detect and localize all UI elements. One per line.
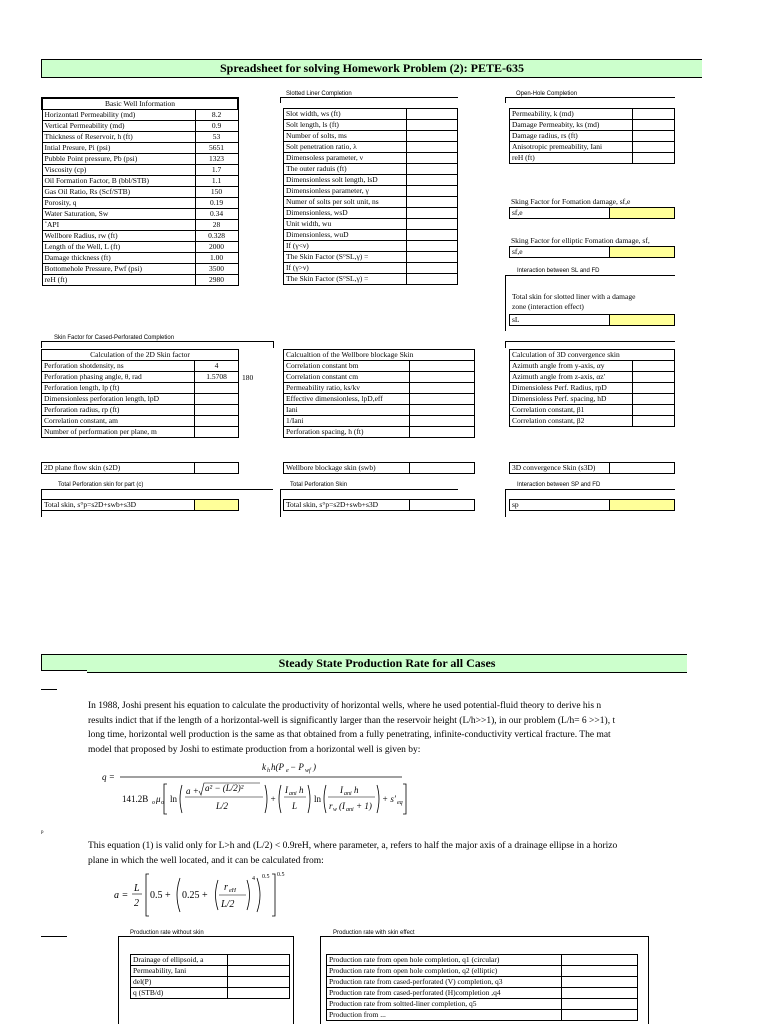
basic-well-row: Intial Presure, Pi (psi) 5651 — [42, 143, 238, 154]
svg-text:I: I — [285, 785, 288, 795]
conv3d-row: Azimuth angle from z-axis, αz' — [510, 372, 675, 383]
svg-text:a +: a + — [186, 786, 199, 796]
svg-text:0.5: 0.5 — [262, 874, 270, 880]
conv3d-row: Dimensioless Perf. spacing, hD — [510, 394, 675, 405]
svg-text:L/2: L/2 — [221, 899, 235, 910]
svg-text:4: 4 — [252, 876, 255, 882]
slotted-row: The outer raduis (ft) — [284, 164, 458, 175]
wellbore-title: Calcualtion of the Wellbore blockage Skin — [284, 350, 475, 361]
svg-text:ln: ln — [170, 794, 178, 804]
wellbore-row: Permeability ratio, ks/kv — [284, 383, 475, 394]
paragraph-1: In 1988, Joshi present his equation to calculate the productivity of horizontal wells, where he used potential-fluid theory to derive his n results indict that if the length of a horizontal-well is significantly larger than the reservoir height (L/h>>1), in our problem (L/h= 6 >>1), t long time, horizontal well production is the same as that obtained from a fully penetrating, infinite-conductivity vertical fracture. The mat model that proposed by Joshi to estimate production from a horizontal well is given by: — [88, 701, 616, 755]
slotted-row: Dimensoless parameter, ν — [284, 153, 458, 164]
svg-text:w: w — [333, 807, 338, 813]
basic-well-row: Pubble Point pressure, Pb (psi) 1323 — [42, 154, 238, 165]
steady-bar — [87, 654, 687, 673]
svg-text:a² − (L/2)²: a² − (L/2)² — [205, 783, 244, 793]
cased-row: Correlation constant, am — [42, 416, 239, 427]
svg-text:r: r — [224, 882, 228, 893]
basic-well-row: Vertical Permeability (md) 0.9 — [42, 121, 238, 132]
interaction-sl-fd-caption: Interaction between SL and FD — [517, 268, 600, 274]
basic-well-row: Thickness of Reservoir, h (ft) 53 — [42, 132, 238, 143]
prod-skin-row: Production rate from soltted-liner completion, q5 — [327, 999, 638, 1010]
wellbore-row: Iani — [284, 405, 475, 416]
total-skin-c-row: Total skin, s°p=s2D+swb+s3D — [41, 499, 239, 511]
basic-well-row: Gas Oil Ratio, Rs (Scf/STB) 150 — [42, 187, 238, 198]
svg-text:o: o — [161, 800, 164, 806]
skin-damage-label: Sking Factor for Fomation damage, sf,e — [511, 197, 631, 206]
basic-well-row: ˚API 28 — [42, 220, 238, 231]
total-perf-c-caption: Total Perforation skin for part (c) — [58, 482, 144, 488]
page-title: Spreadsheet for solving Homework Problem (2): PETE-635 — [220, 61, 524, 75]
cased-table — [41, 349, 239, 438]
prod-no-skin-row: q (STB/d) — [131, 988, 290, 999]
slotted-row: If (γ>ν) — [284, 263, 458, 274]
skin-elliptic-row: sf,e — [509, 246, 675, 258]
openhole-row: Permeability, k (md) — [510, 109, 675, 120]
cased-caption: Skin Factor for Cased-Perforated Completion — [54, 335, 175, 341]
wellbore-row: Perforation spacing, h (ft) — [284, 427, 475, 438]
slotted-row: Dimensionless, wuD — [284, 230, 458, 241]
basic-well-title: Basic Well Information — [42, 98, 238, 110]
prod-skin-row: Production from ... — [327, 1010, 638, 1021]
total-skin-sp-row: sp — [509, 499, 675, 511]
slotted-row: The Skin Factor (S°SL,γ) = — [284, 274, 458, 285]
svg-text:0.5 +: 0.5 + — [150, 890, 171, 901]
prod-skin-table — [326, 954, 638, 1021]
wellbore-row: Correlation constant cm — [284, 372, 475, 383]
svg-text:L: L — [292, 801, 298, 811]
interaction-sp-fd-caption: Interaction between SP and FD — [517, 482, 601, 488]
slotted-caption: Slotted Liner Completion — [286, 91, 352, 97]
prod-no-skin-table — [130, 954, 290, 999]
wellbore-row: Correlation constant bm — [284, 361, 475, 372]
wellbore-row: Effective dimensionless, lpD,eff — [284, 394, 475, 405]
slotted-row: Number of solts, ms — [284, 131, 458, 142]
basic-well-row: Porosity, q 0.19 — [42, 198, 238, 209]
skin-elliptic-label: Sking Factor for elliptic Fomation damage, sf, — [511, 236, 650, 245]
total-skin-sl-label-1: Total skin for slotted liner with a damage — [512, 292, 636, 301]
wellbore-skin-row: Wellbore blockage skin (swb) — [283, 462, 475, 474]
svg-text:q =: q = — [102, 772, 115, 782]
slotted-row: Dimensionless, wsD — [284, 208, 458, 219]
svg-text:2: 2 — [134, 898, 139, 909]
basic-well-row: Horizontatl Permeability (md) 8.2 — [42, 110, 238, 121]
conv3d-title: Calculation of 3D convergence skin — [510, 350, 675, 361]
basic-well-table — [41, 97, 239, 286]
cased-row: Perforation phasing angle, θ, rad 1.5708 — [42, 372, 239, 383]
svg-text:L: L — [134, 883, 140, 894]
prod-no-skin-caption: Production rate without skin — [130, 930, 204, 936]
cased-row: Number of performation per plane, m — [42, 427, 239, 438]
slotted-row: Dimensionless parameter, γ — [284, 186, 458, 197]
total-skin-row: Total skin, s°p=s2D+swb+s3D — [283, 499, 475, 511]
cased-title: Calculation of the 2D Skin factor — [42, 350, 239, 361]
svg-text:e: e — [286, 768, 289, 774]
basic-well-row: Bottomehole Pressure, Pwf (psi) 3500 — [42, 264, 238, 275]
prod-no-skin-row: Drainage of ellipsoid, a — [131, 955, 290, 966]
slotted-row: Dimensionless solt length, lsD — [284, 175, 458, 186]
basic-well-row: Water Saturation, Sw 0.34 — [42, 209, 238, 220]
svg-text:): ) — [313, 762, 316, 772]
svg-text:0.5: 0.5 — [277, 872, 285, 878]
header-bar — [41, 59, 702, 78]
basic-well-row: Viscosity (cp) 1.7 — [42, 165, 238, 176]
svg-text:h: h — [267, 768, 270, 774]
svg-text:+ s′: + s′ — [382, 794, 396, 804]
svg-text:ani: ani — [289, 791, 297, 797]
openhole-table — [509, 108, 675, 164]
svg-text:μ: μ — [156, 794, 161, 804]
slotted-row: Solt length, ls (ft) — [284, 120, 458, 131]
basic-well-row: Length of the Well, L (ft) 2000 — [42, 242, 238, 253]
svg-text:0.25 +: 0.25 + — [182, 890, 208, 901]
conv3d-row: Correlation constant, β2 — [510, 416, 675, 427]
prod-skin-row: Production rate from cased-perforated (V) completion, q3 — [327, 977, 638, 988]
conv3d-skin-row: 3D convergence Skin (s3D) — [509, 462, 675, 474]
joshi-equation — [100, 758, 410, 816]
slotted-row: Slot width, ws (ft) — [284, 109, 458, 120]
svg-text:eq: eq — [397, 800, 403, 806]
cased-row: Perforation radius, rp (ft) — [42, 405, 239, 416]
svg-text:ani: ani — [344, 791, 352, 797]
slotted-row: If (γ<ν) — [284, 241, 458, 252]
plane-skin-row: 2D plane flow skin (s2D) — [41, 462, 239, 474]
prod-no-skin-row: del(P) — [131, 977, 290, 988]
wellbore-row: 1/Iani — [284, 416, 475, 427]
wellbore-table — [283, 349, 475, 438]
slotted-row: Numer of solts per solt unit, ns — [284, 197, 458, 208]
svg-text:− P: − P — [290, 762, 304, 772]
slotted-row: The Skin Factor (S°SL,γ) = — [284, 252, 458, 263]
svg-text:141.2B: 141.2B — [122, 794, 149, 804]
slotted-row: Unit width, wu — [284, 219, 458, 230]
conv3d-table — [509, 349, 675, 427]
total-perf-caption: Total Perforation Skin — [290, 482, 348, 488]
prod-skin-row: Production rate from cased-perforated (H)completion ,q4 — [327, 988, 638, 999]
svg-text:a =: a = — [114, 890, 129, 901]
svg-text:r: r — [329, 801, 333, 811]
svg-text:L/2: L/2 — [216, 801, 229, 811]
svg-text:ln: ln — [314, 794, 322, 804]
svg-text:(I: (I — [339, 801, 345, 811]
side-mark: p — [41, 830, 44, 835]
steady-left-box — [41, 654, 88, 671]
phasing-degrees: 180 — [242, 373, 254, 382]
svg-text:o: o — [152, 800, 155, 806]
skin-damage-row: sf,e — [509, 207, 675, 219]
slotted-table — [283, 108, 458, 285]
openhole-row: Damage Permeabity, ks (md) — [510, 120, 675, 131]
steady-title: Steady State Production Rate for all Cases — [278, 656, 496, 670]
svg-text:I: I — [340, 785, 343, 795]
cased-row: Perforation shotdensity, ns 4 — [42, 361, 239, 372]
prod-no-skin-row: Permeability, Iani — [131, 966, 290, 977]
conv3d-row: Dimensioless Perf. Radius, rpD — [510, 383, 675, 394]
svg-text:k: k — [262, 762, 266, 772]
svg-text:ani: ani — [346, 807, 354, 813]
svg-text:eH: eH — [229, 888, 236, 894]
total-skin-sl-label-2: zone (interaction effect) — [512, 302, 584, 311]
basic-well-row: reH (ft) 2980 — [42, 275, 238, 286]
basic-well-row: Wellbore Radius, rw (ft) 0.328 — [42, 231, 238, 242]
svg-text:h: h — [354, 785, 359, 795]
conv3d-row: Azimuth angle from y-axis, αy — [510, 361, 675, 372]
basic-well-row: Damage thickness (ft) 1.00 — [42, 253, 238, 264]
svg-text:wf: wf — [305, 768, 311, 774]
svg-text:+: + — [270, 794, 277, 804]
prod-skin-row: Production rate from open hole completion, q1 (circular) — [327, 955, 638, 966]
prod-skin-caption: Production rate with skin effect — [333, 930, 415, 936]
prod-skin-row: Production rate from open hole completion, q2 (elliptic) — [327, 966, 638, 977]
cased-row: Perforation length, lp (ft) — [42, 383, 239, 394]
conv3d-row: Correlation constant, β1 — [510, 405, 675, 416]
cased-row: Dimensionless perforation length, lpD — [42, 394, 239, 405]
openhole-row: reH (ft) — [510, 153, 675, 164]
paragraph-2: This equation (1) is valid only for L>h and (L/2) < 0.9reH, where parameter, a, refers to half the major axis of a drainage ellipse in a horizo plane in which the well located, and it can be calculated from: — [88, 841, 618, 866]
total-skin-sl-row: sL — [509, 314, 675, 326]
slotted-row: Solt penetration ratio, λ — [284, 142, 458, 153]
ellipse-equation — [112, 868, 302, 920]
openhole-caption: Open-Hole Completion — [516, 91, 578, 97]
basic-well-row: Oil Formation Factor, B (bbl/STB) 1.1 — [42, 176, 238, 187]
svg-text:h(P: h(P — [271, 762, 284, 772]
openhole-row: Anisotropic premeability, Iani — [510, 142, 675, 153]
openhole-row: Damage radius, rs (ft) — [510, 131, 675, 142]
svg-text:h: h — [299, 785, 304, 795]
svg-text:+ 1): + 1) — [356, 801, 372, 811]
